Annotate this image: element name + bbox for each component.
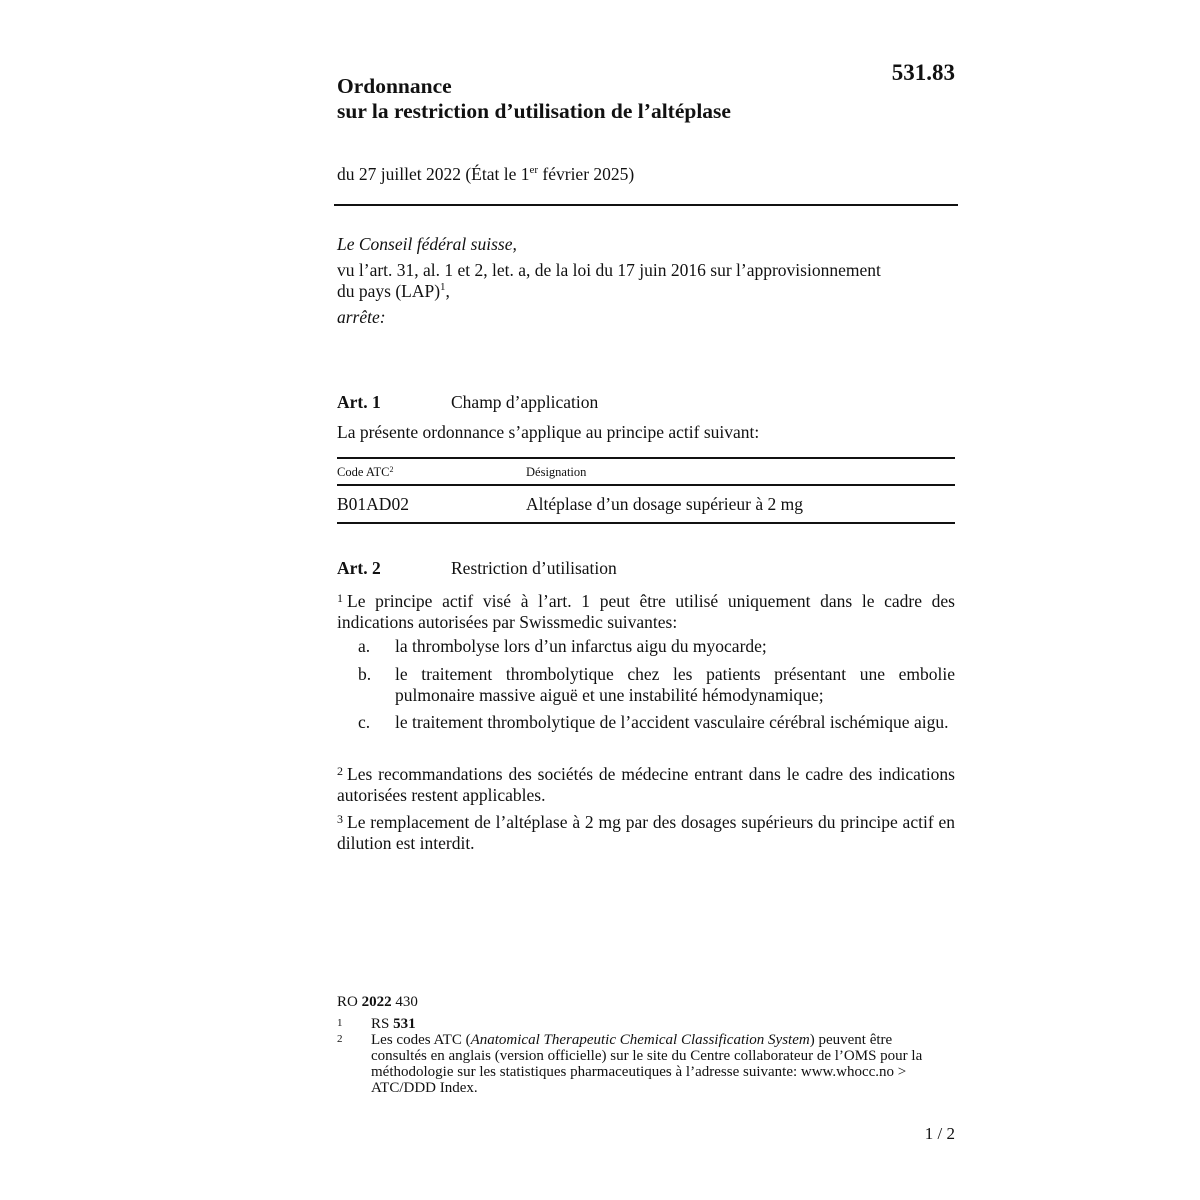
footnote-2-italic: Anatomical Therapeutic Chemical Classification System xyxy=(470,1032,810,1048)
art2-para-1 xyxy=(337,588,955,632)
legal-basis-line-2 xyxy=(337,281,937,302)
ro-page: 430 xyxy=(391,994,418,1010)
decree: arrête: xyxy=(337,307,386,327)
ro-year: 2022 xyxy=(361,994,392,1010)
footnote-1-bold: 531 xyxy=(393,1016,416,1032)
date-line xyxy=(337,164,937,185)
list-item-b xyxy=(358,664,955,708)
col-header-code-text: Code ATC xyxy=(337,465,390,479)
para-number-1: 1 xyxy=(337,591,343,605)
list-text-b: le traitement thrombolytique chez les patients présentant une embolie pulmonaire massive aiguë et une instabilité hémodynamique; xyxy=(395,664,955,705)
header-divider xyxy=(334,204,958,206)
title-line-2: sur la restriction d’utilisation de l’altéplase xyxy=(337,99,731,123)
legal-basis xyxy=(337,260,937,302)
date-prefix: du 27 juillet 2022 (État le 1 xyxy=(337,164,530,184)
legal-basis-text: du pays (LAP) xyxy=(337,281,441,301)
art2-title: Restriction d’utilisation xyxy=(451,558,617,578)
art2-para-3-text: Le remplacement de l’altéplase à 2 mg par des dosages supérieurs du principe actif en dilution est interdit. xyxy=(337,812,955,853)
art2-para-1-text: Le principe actif visé à l’art. 1 peut être utilisé uniquement dans le cadre des indications autorisées par Swissmedic suivantes: xyxy=(337,591,955,632)
col-header-designation: Désignation xyxy=(526,465,587,479)
footnote-2-before: Les codes ATC ( xyxy=(371,1032,471,1048)
cell-code: B01AD02 xyxy=(337,494,409,514)
title-line-1: Ordonnance xyxy=(337,74,452,98)
para-number-3: 3 xyxy=(337,812,343,826)
legal-basis-line-1: vu l’art. 31, al. 1 et 2, let. a, de la loi du 17 juin 2016 sur l’approvisionnement xyxy=(337,260,881,280)
footnote-text-2 xyxy=(371,1032,931,1096)
date-superscript: er xyxy=(529,164,539,176)
sr-number: 531.83 xyxy=(891,60,955,85)
ro-prefix: RO xyxy=(337,994,362,1010)
cell-designation: Altéplase d’un dosage supérieur à 2 mg xyxy=(526,494,804,514)
col-header-code xyxy=(337,465,393,480)
table-row xyxy=(337,486,955,522)
footnote-2 xyxy=(337,1032,947,1098)
list-letter-c: c. xyxy=(358,712,371,732)
list-letter-b: b. xyxy=(358,664,372,684)
preamble xyxy=(337,234,937,333)
atc-table xyxy=(337,457,955,524)
footnote-number-2: 2 xyxy=(337,1033,343,1045)
para-number-2: 2 xyxy=(337,764,343,778)
list-letter-a: a. xyxy=(358,636,371,656)
footnote-number-1: 1 xyxy=(337,1017,343,1029)
footnote-ref-2[interactable]: 2 xyxy=(389,465,394,474)
art2-para-3 xyxy=(337,809,955,853)
footnote-2-after: ) peuvent être consultés en anglais (version officielle) sur le site du Centre collaborateur de l’OMS pour la méthodologie sur les statistiques pharmaceutiques à l’adresse suivante: www.whocc.no > ATC/DDD Index. xyxy=(371,1032,923,1096)
art2-para-2-text: Les recommandations des sociétés de médecine entrant dans le cadre des indications autorisées restent applicables. xyxy=(337,764,955,805)
footnote-text-1 xyxy=(371,1016,947,1032)
list-item-a xyxy=(358,636,955,658)
footnote-1 xyxy=(337,1016,947,1032)
page-number: 1 / 2 xyxy=(924,1124,955,1143)
document-title xyxy=(337,74,857,124)
art1-intro: La présente ordonnance s’applique au principe actif suivant: xyxy=(337,422,760,442)
art1-title: Champ d’application xyxy=(451,392,599,412)
art2-heading xyxy=(337,558,957,579)
authority: Le Conseil fédéral suisse, xyxy=(337,234,517,254)
footnote-ref-1[interactable]: 1 xyxy=(440,281,446,293)
footnote-1-prefix: RS xyxy=(371,1016,394,1032)
legal-basis-comma: , xyxy=(445,281,450,301)
art2-para-2 xyxy=(337,761,955,805)
date-suffix: février 2025) xyxy=(538,164,635,184)
art2-number: Art. 2 xyxy=(337,558,381,578)
list-text-a: la thrombolyse lors d’un infarctus aigu du myocarde; xyxy=(395,636,767,656)
table-header xyxy=(337,459,955,486)
art1-heading xyxy=(337,392,957,413)
art1-number: Art. 1 xyxy=(337,392,381,412)
list-item-c xyxy=(358,712,955,756)
ro-reference xyxy=(337,994,418,1011)
list-text-c: le traitement thrombolytique de l’accident vasculaire cérébral ischémique aigu. xyxy=(395,712,949,732)
